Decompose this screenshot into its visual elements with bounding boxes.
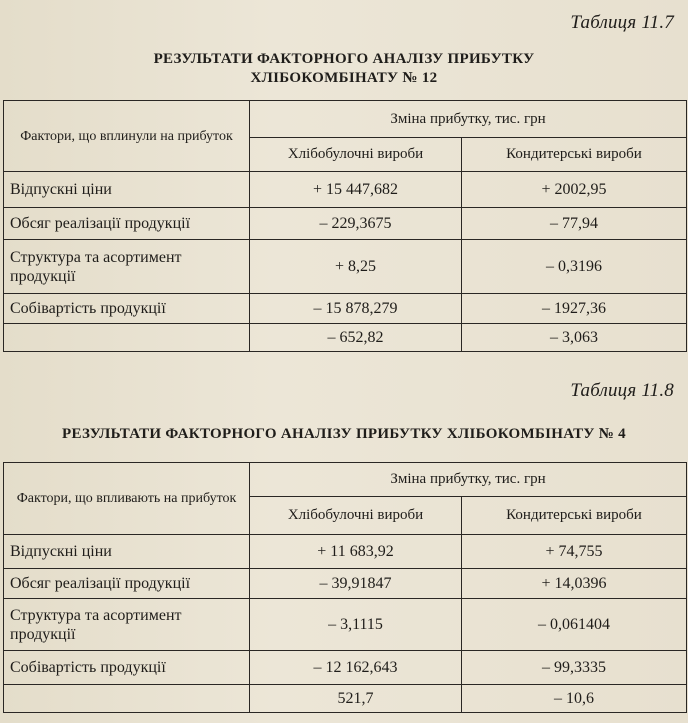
confect-value: – 0,3196 [462, 240, 687, 294]
factor-cell [4, 685, 250, 713]
confect-value: – 1927,36 [462, 294, 687, 324]
header-factors: Фактори, що вплинули на прибуток [4, 101, 250, 172]
confect-value: + 14,0396 [462, 569, 687, 599]
factor-cell [4, 324, 250, 352]
factor-cell: Структура та асортимент продукції [4, 240, 250, 294]
header-factors: Фактори, що впливають на прибуток [4, 463, 250, 535]
confect-value: – 99,3335 [462, 651, 687, 685]
table-row-total [4, 685, 687, 713]
table-title [0, 425, 688, 444]
header-change: Зміна прибутку, тис. грн [250, 101, 687, 138]
table-row [4, 599, 687, 651]
bread-value: – 12 162,643 [250, 651, 462, 685]
table-title [0, 50, 688, 88]
bread-total: 521,7 [250, 685, 462, 713]
table-row [4, 294, 687, 324]
bread-value: + 8,25 [250, 240, 462, 294]
confect-value: – 0,061404 [462, 599, 687, 651]
confect-total: – 10,6 [462, 685, 687, 713]
table-row [4, 172, 687, 208]
table-title-line: РЕЗУЛЬТАТИ ФАКТОРНОГО АНАЛІЗУ ПРИБУТКУ [153, 51, 535, 67]
table-row [4, 208, 687, 240]
header-confect: Кондитерські вироби [462, 138, 687, 172]
factor-cell: Відпускні ціни [4, 535, 250, 569]
bread-value: – 229,3675 [250, 208, 462, 240]
bread-value: – 15 878,279 [250, 294, 462, 324]
header-confect: Кондитерські вироби [462, 497, 687, 535]
bread-value: – 3,1115 [250, 599, 462, 651]
factor-cell: Собівартість продукції [4, 651, 250, 685]
table-caption: Таблиця 11.7 [570, 12, 674, 33]
table-row [4, 651, 687, 685]
confect-value: + 74,755 [462, 535, 687, 569]
table-title-line: РЕЗУЛЬТАТИ ФАКТОРНОГО АНАЛІЗУ ПРИБУТКУ ХЛІБОКОМБІНАТУ № 4 [62, 426, 626, 442]
table-row [4, 535, 687, 569]
confect-value: – 77,94 [462, 208, 687, 240]
bread-total: – 652,82 [250, 324, 462, 352]
bread-value: + 11 683,92 [250, 535, 462, 569]
factor-cell: Собівартість продукції [4, 294, 250, 324]
factor-table-11-7 [3, 100, 687, 352]
factor-table-11-8 [3, 462, 687, 713]
bread-value: – 39,91847 [250, 569, 462, 599]
confect-total: – 3,063 [462, 324, 687, 352]
table-caption: Таблиця 11.8 [570, 380, 674, 401]
factor-cell: Обсяг реалізації продукції [4, 208, 250, 240]
factor-cell: Структура та асортимент продукції [4, 599, 250, 651]
header-bread: Хлібобулочні вироби [250, 497, 462, 535]
table-row [4, 240, 687, 294]
table-row-total [4, 324, 687, 352]
confect-value: + 2002,95 [462, 172, 687, 208]
table-row [4, 569, 687, 599]
header-bread: Хлібобулочні вироби [250, 138, 462, 172]
bread-value: + 15 447,682 [250, 172, 462, 208]
factor-cell: Обсяг реалізації продукції [4, 569, 250, 599]
factor-cell: Відпускні ціни [4, 172, 250, 208]
table-title-line: ХЛІБОКОМБІНАТУ № 12 [250, 70, 438, 86]
header-change: Зміна прибутку, тис. грн [250, 463, 687, 497]
